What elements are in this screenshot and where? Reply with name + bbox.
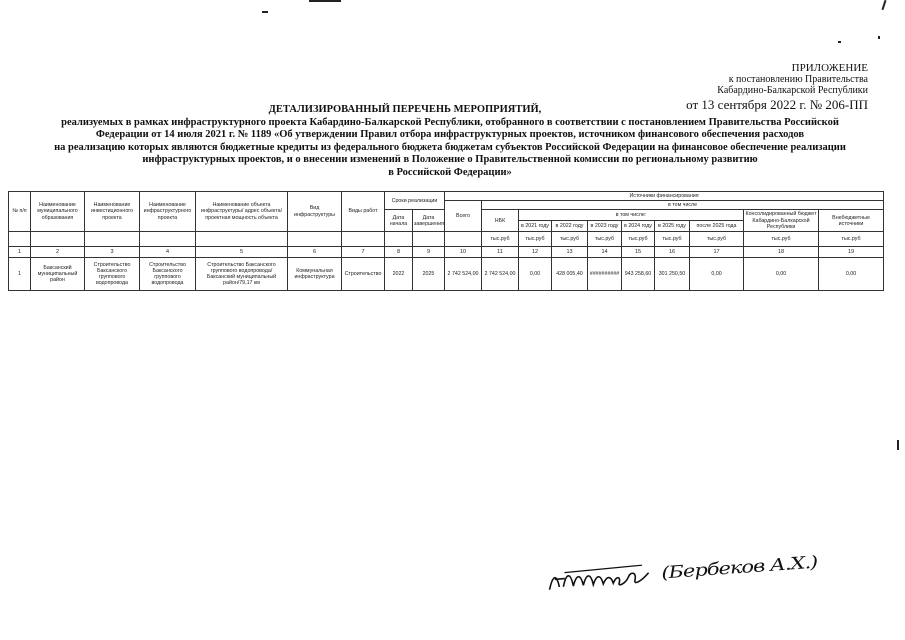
header-end: Дата завершения — [413, 210, 445, 232]
unit-label: тыс.руб — [519, 232, 552, 247]
header-invest-project: Наименование инвестиционного проекта — [85, 192, 140, 232]
header-infra-type: Вид инфраструктуры — [288, 192, 342, 232]
header-consolidated: Консолидированный бюджет Кабардино-Балкарской Республики — [745, 211, 817, 230]
cell-extrabudget: 0,00 — [819, 258, 884, 291]
header-y2023: в 2023 году — [588, 221, 622, 232]
cell-consolidated: 0,00 — [744, 258, 819, 291]
column-number: 15 — [622, 247, 655, 258]
scan-mark — [897, 440, 899, 450]
unit-label: тыс.руб — [690, 232, 744, 247]
unit-blank — [288, 232, 342, 247]
measures-table — [8, 191, 884, 291]
unit-label: тыс.руб — [552, 232, 588, 247]
column-number: 8 — [385, 247, 413, 258]
unit-label: тыс.руб — [622, 232, 655, 247]
header-work-type: Виды работ — [342, 192, 385, 232]
header-bk: НБК — [482, 210, 519, 232]
title-line: инфраструктурных проектов, и о внесении изменений в Положение о Правительственной комиссии по региональному развитию — [142, 154, 758, 165]
header-extrabudget: Внебюджетные источники — [819, 210, 884, 232]
cell-municipality: Баксанский муниципальный район — [31, 258, 85, 291]
column-number: 6 — [288, 247, 342, 258]
scan-mark — [882, 0, 887, 10]
column-number-row — [9, 247, 884, 258]
scan-mark — [838, 41, 841, 43]
title-line: реализуемых в рамках инфраструктурного проекта Кабардино-Балкарской Республики, отобранного в соответствии с постановлением Правительства Российской — [61, 116, 839, 128]
signature-name: (Бербеков А.Х.) — [660, 551, 818, 582]
cell-invest-project: Строительство Баксанского группового водопровода — [85, 258, 140, 291]
unit-blank — [342, 232, 385, 247]
column-number: 7 — [342, 247, 385, 258]
header-total: Всего — [445, 201, 482, 232]
unit-label: тыс.руб — [819, 232, 884, 247]
scan-mark — [262, 11, 268, 13]
column-number: 18 — [744, 247, 819, 258]
unit-blank — [385, 232, 413, 247]
unit-blank — [140, 232, 196, 247]
column-number: 9 — [413, 247, 445, 258]
column-number: 1 — [9, 247, 31, 258]
header-of-which: в том числе: — [519, 210, 744, 221]
cell-y2024: 943 258,60 — [622, 258, 655, 291]
column-number: 12 — [519, 247, 552, 258]
column-number: 14 — [588, 247, 622, 258]
cell-infra-project: Строительство Баксанского группового водопровода — [140, 258, 196, 291]
appendix-line: Кабардино-Балкарской Республики — [717, 85, 868, 96]
header-y2021: в 2021 году — [519, 221, 552, 232]
title-line: в Российской Федерации» — [388, 166, 512, 178]
cell-y2022: 428 005,40 — [552, 258, 588, 291]
column-number: 4 — [140, 247, 196, 258]
unit-label: тыс.руб — [655, 232, 690, 247]
appendix-date: от 13 сентября 2022 г. № 206-ПП — [686, 97, 868, 112]
cell-num: 1 — [9, 258, 31, 291]
header-infra-project: Наименование инфраструктурного проекта — [140, 192, 196, 232]
column-number: 13 — [552, 247, 588, 258]
cell-y2021: 0,00 — [519, 258, 552, 291]
cell-bk: 2 742 524,00 — [482, 258, 519, 291]
header-including: в том числе — [482, 201, 884, 210]
header-object: Наименование объекта инфраструктуры/ адрес объекта/ проектная мощность объекта — [196, 192, 288, 232]
cell-y2023: ########## — [588, 258, 622, 291]
unit-label: тыс.руб — [482, 232, 519, 247]
scan-mark — [878, 36, 880, 39]
unit-blank — [9, 232, 31, 247]
column-number: 10 — [445, 247, 482, 258]
cell-object: Строительство Баксанского группового водопровода/Баксанский муниципальный район/79,17 км — [196, 258, 288, 291]
unit-blank — [413, 232, 445, 247]
header-after2025: после 2025 года — [690, 221, 744, 232]
column-number: 3 — [85, 247, 140, 258]
column-number: 17 — [690, 247, 744, 258]
cell-work-type: Строительство — [342, 258, 385, 291]
cell-start: 2022 — [385, 258, 413, 291]
title-line: ДЕТАЛИЗИРОВАННЫЙ ПЕРЕЧЕНЬ МЕРОПРИЯТИЙ, — [268, 104, 542, 115]
header-num: № п/п — [9, 192, 31, 232]
header-start: Дата начала — [385, 210, 413, 232]
cell-total: 2 742 524,00 — [445, 258, 482, 291]
title-line: Федерации от 14 июля 2021 г. № 1189 «Об утверждении Правил отбора инфраструктурных проектов, источником финансового обеспечения расходов — [95, 129, 805, 140]
header-y2022: в 2022 году — [552, 221, 588, 232]
document-title — [20, 104, 880, 179]
unit-blank — [445, 232, 482, 247]
cell-infra-type: Коммунальная инфраструктура — [288, 258, 342, 291]
cell-end: 2025 — [413, 258, 445, 291]
table-row — [9, 258, 884, 291]
cell-y2025: 301 250,50 — [655, 258, 690, 291]
header-y2025: в 2025 году — [655, 221, 690, 232]
unit-blank — [31, 232, 85, 247]
unit-blank — [85, 232, 140, 247]
signature — [544, 546, 865, 596]
column-number: 11 — [482, 247, 519, 258]
title-line: на реализацию которых являются бюджетные кредиты из федерального бюджета бюджетам субъектов Российской Федерации на финансовое обеспечение реализации — [54, 141, 846, 153]
column-number: 16 — [655, 247, 690, 258]
column-number: 5 — [196, 247, 288, 258]
scan-mark — [309, 0, 341, 2]
signature-scribble — [544, 560, 656, 596]
column-number: 19 — [819, 247, 884, 258]
header-sources: Источники финансирования — [445, 192, 884, 201]
unit-blank — [196, 232, 288, 247]
header-terms: Сроки реализации — [385, 192, 445, 210]
unit-label: тыс.руб — [588, 232, 622, 247]
cell-after2025: 0,00 — [690, 258, 744, 291]
unit-label: тыс.руб — [744, 232, 819, 247]
appendix-line: к постановлению Правительства — [728, 74, 868, 85]
header-municipality: Наименование муниципального образования — [31, 192, 85, 232]
header-y2024: в 2024 году — [622, 221, 655, 232]
column-number: 2 — [31, 247, 85, 258]
appendix-title: ПРИЛОЖЕНИЕ — [791, 62, 868, 74]
